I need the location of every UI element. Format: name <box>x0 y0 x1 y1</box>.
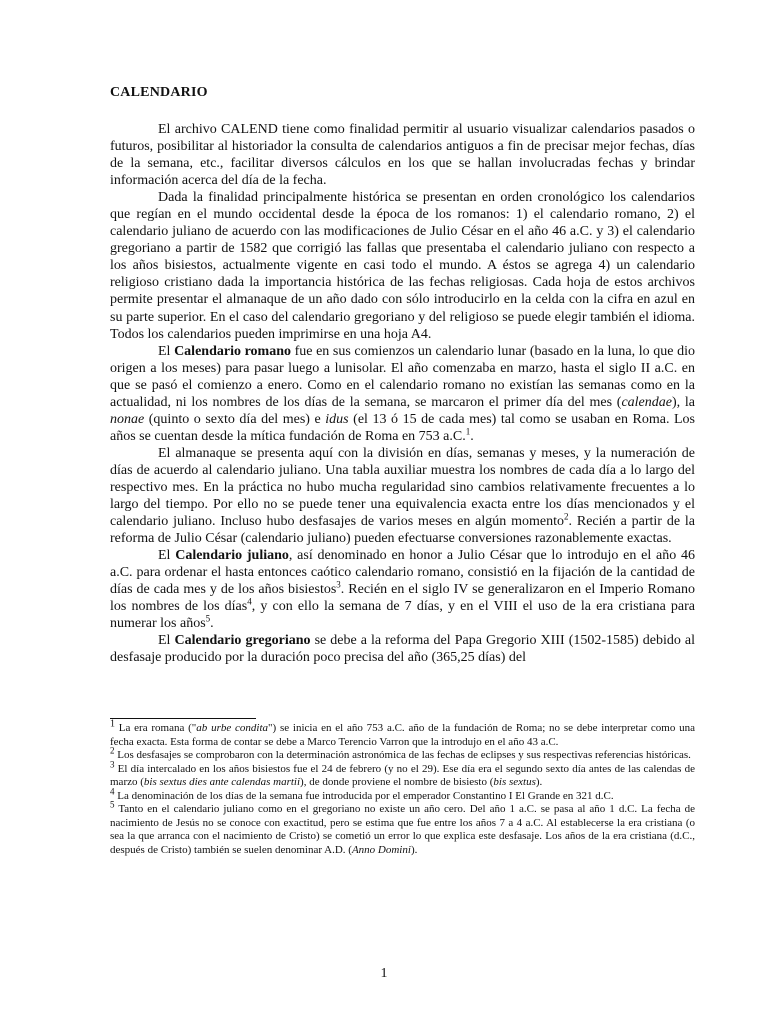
footnote-1: $^1$ La era romana ("ab urbe condita") se inicia en el año 753 a.C. año de la fundación de Roma; no se debe interpretar como una fecha exacta. Esta forma de contar se debe a Marco Terencio Varron que la introdujo en el año 43 a.C. <box>110 718 695 748</box>
footnote-5: $^5$ Tanto en el calendario juliano como en el gregoriano no existe un año cero. Del año 1 a.C. se pasa al año 1 d.C. La fecha de nacimiento de Jesús no se conoce con exactitud, pero se estima que fue entre los años 7 a 4 a.C. Al establecerse la era cristiana (o sea la que arranca con el nacimiento de Cristo) se cometió un error lo que explica este desfasaje. Los años de la era cristiana (d.C., después de Cristo) también se suelen denominar A.D. (Anno Domini). <box>110 799 695 856</box>
paragraph-roman-calendar: El Calendario romano fue en sus comienzos un calendario lunar (basado en la luna, lo que dio origen a los meses) para pasar luego a lunisolar. El año comenzaba en marzo, hasta el siglo II a.C. en que se pasó el comienzo a enero. Como en el calendario romano no existían las semanas como en la actualidad, ni los nombres de los días de la semana, se marcaron el primer día del mes (calendae), la nonae (quinto o sexto día del mes) e idus (el 13 ó 15 de cada mes) tal como se usaban en Roma. Los años se cuentan desde la mítica fundación de Roma en 753 a.C.$^1$. <box>110 343 695 444</box>
document-title: CALENDARIO <box>110 85 208 100</box>
footnote-ref-3: 3 <box>336 579 341 590</box>
paragraph-intro: El archivo CALEND tiene como finalidad permitir al usuario visualizar calendarios pasados o futuros, posibilitar al historiador la consulta de calendarios antiguos a fin de precisar mejor fechas, días de la semana, etc., facilitar diversos cálculos en los que se hallan involucradas fechas y brindar información acerca del día de la fecha. <box>110 122 695 189</box>
term-julian-calendar: Calendario juliano <box>175 548 289 564</box>
footnote-ref-5: 5 <box>205 613 211 624</box>
footnote-ref-1: 1 <box>465 426 471 437</box>
footnote-ref-4: 4 <box>247 596 252 607</box>
footnote-3: $^3$ El día intercalado en los años bisiestos fue el 24 de febrero (y no el 29). Ese día era el segundo sexto día antes de las calendas de marzo (bis sextus dies ante calendas martii), de donde proviene el nombre de bisiesto (bis sextus). <box>110 758 695 788</box>
footnotes <box>110 718 695 857</box>
paragraph-calendars-overview: Dada la finalidad principalmente histórica se presentan en orden cronológico los calendarios que regían en el mundo occidental desde la época de los romanos: 1) el calendario romano, 2) el calendario juliano de acuerdo con las modificaciones de Julio César en el año 46 a.C. y 3) el calendario gregoriano a partir de 1582 que corrigió las fallas que presentaba el calendario juliano con respecto a los años bisiestos, actualmente vigente en casi todo el mundo. A éstos se agrega 4) un calendario religioso cristiano dada la importancia histórica de las fechas religiosas. Cada hoja de estos archivos permite presentar el almanaque de un año dado con sólo introducirlo en la celda con la cifra en azul en su parte superior. En el caso del calendario gregoriano y del religioso se puede elegir también el idioma. Todos los calendarios pueden imprimirse en una hoja A4. <box>110 190 695 342</box>
document-body <box>110 121 695 667</box>
term-gregorian-calendar: Calendario gregoriano <box>174 633 311 649</box>
paragraph-almanac: El almanaque se presenta aquí con la división en días, semanas y meses, y la numeración de días de acuerdo al calendario juliano. Una tabla auxiliar muestra los nombres de cada día a lo largo del respectivo mes. En la práctica no hubo mucha regularidad sino cambios relativamente frecuentes a lo largo del tiempo. Por ello no se puede tener una equivalencia exacta entre los días mencionados y el calendario juliano. Incluso hubo desfasajes de varios meses en algún momento$^2$. Recién a partir de la reforma de Julio César (calendario juliano) pueden efectuarse conversiones razonablemente exactas. <box>110 445 695 547</box>
paragraph-gregorian-calendar: El Calendario gregoriano se debe a la reforma del Papa Gregorio XIII (1502-1585) debido al desfasaje producido por la duración poco precisa del año (365,25 días) del <box>110 633 695 666</box>
term-roman-calendar: Calendario romano <box>174 343 291 359</box>
page-number: 1 <box>380 966 388 981</box>
paragraph-julian-calendar: El Calendario juliano, así denominado en honor a Julio César que lo introdujo en el año 46 a.C. para ordenar el hasta entonces caótico calendario romano, consistió en la fijación de la cantidad de días de cada mes y de los años bisiestos$^3$. Recién en el siglo IV se generalizaron en el Imperio Romano los nombres de los días$^4$, y con ello la semana de 7 días, y en el VIII el uso de la era cristiana para numerar los años$^5$. <box>110 548 696 632</box>
footnote-2: $^2$ Los desfasajes se comprobaron con la determinación astronómica de las fechas de eclipses y sus respectivas referencias históricas. <box>110 745 691 761</box>
footnote-separator <box>110 718 256 719</box>
footnote-4: $^4$ La denominación de los días de la semana fue introducida por el emperador Constantino I El Grande en 321 d.C. <box>110 785 614 802</box>
footnote-ref-2: 2 <box>564 511 569 522</box>
